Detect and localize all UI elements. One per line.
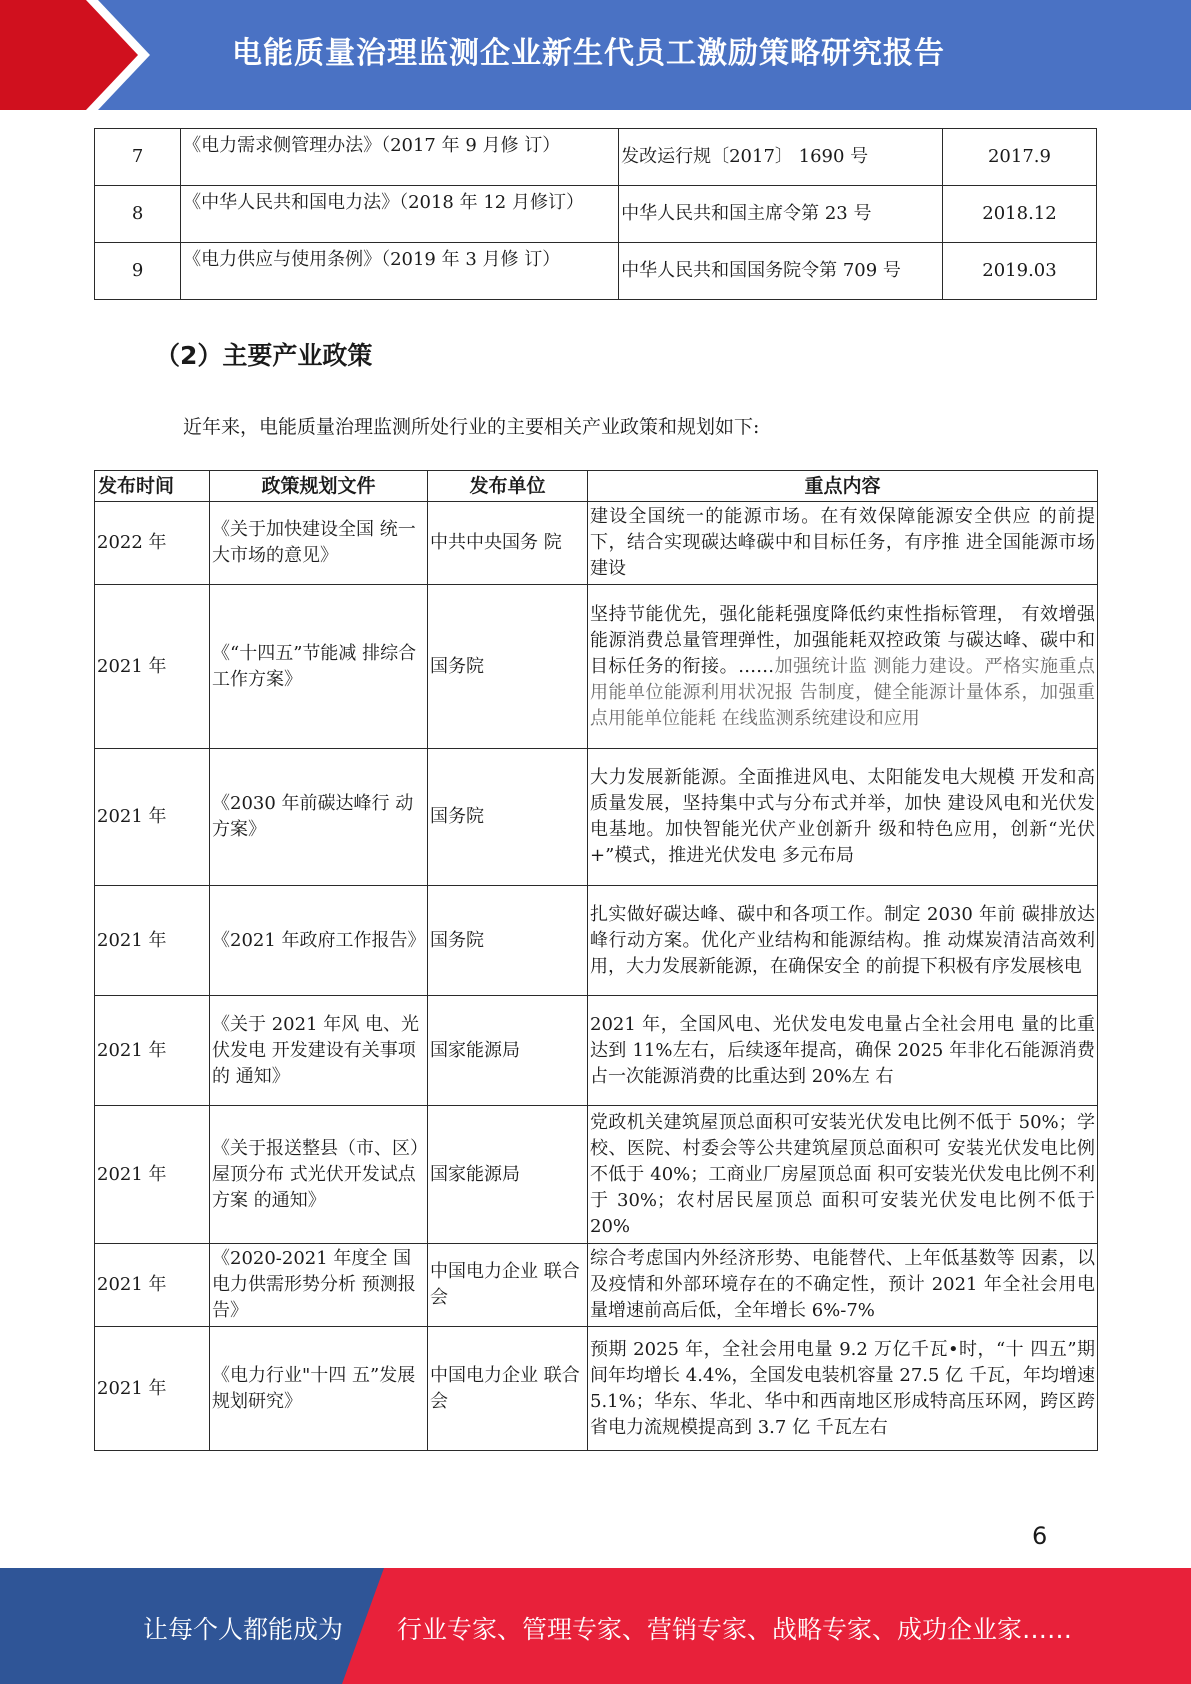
law-document-number: 中华人民共和国国务院令第 709 号 [619,243,943,300]
policy-content [588,1244,1098,1327]
policy-table-row [95,585,1098,749]
policy-content-text: 大力发展新能源。全面推进风电、太阳能发电大规模 开发和高质量发展，坚持集中式与分布式并举，加快 建设风电和光伏发电基地。加快智能光伏产业创新升 级和特色应用，创新“光伏+”模式，推进光伏发电 多元布局 [590,767,1095,866]
policy-file-text: 《关于加快建设全国 统一大市场的意见》 [212,519,416,566]
section-intro: 近年来，电能质量治理监测所处行业的主要相关产业政策和规划如下: [183,416,760,438]
policy-file-text: 《2021 年政府工作报告》 [212,929,426,951]
policy-table-row [95,1244,1098,1327]
policy-time-text: 2022 年 [97,532,167,553]
law-table [94,128,1097,300]
law-date: 2017.9 [942,129,1096,186]
policy-table-row [95,996,1098,1106]
page-header [0,0,1191,110]
policy-content [588,886,1098,996]
policy-file [210,996,428,1106]
policy-time-text: 2021 年 [97,929,167,951]
law-name: 《中华人民共和国电力法》（2018 年 12 月修订） [181,186,619,243]
policy-table-row [95,1106,1098,1244]
policy-time [95,1244,210,1327]
policy-content [588,585,1098,749]
law-table-row [95,129,1097,186]
policy-time-text: 2021 年 [97,655,167,677]
policy-content [588,1106,1098,1244]
policy-content [588,502,1098,585]
page-number: 6 [1032,1522,1048,1550]
law-number: 7 [95,129,181,186]
policy-content-grey-text: 加强统计监 测能力建设。严格实施重点用能单位能源利用状况报 告制度，健全能源计量体系，加强重点用能单位能耗 在线监测系统建设和应用 [590,655,1095,729]
policy-file [210,502,428,585]
policy-publisher-text: 国务院 [430,655,484,677]
policy-file [210,1106,428,1244]
footer-slogan-left: 让每个人都能成为 [143,1615,344,1644]
policy-publisher [428,886,588,996]
law-number: 8 [95,186,181,243]
policy-publisher [428,996,588,1106]
law-table-row [95,186,1097,243]
header-publish-time: 发布时间 [95,471,210,502]
policy-publisher [428,1244,588,1327]
policy-table-row [95,749,1098,886]
policy-time-text: 2021 年 [97,1163,167,1185]
policy-publisher [428,502,588,585]
policy-content-text: 党政机关建筑屋顶总面积可安装光伏发电比例不低于 50%；学校、医院、村委会等公共建筑屋顶总面积可 安装光伏发电比例不低于 40%；工商业厂房屋顶总面 积可安装光伏发电比例不利于 30%；农村居民屋顶总 面积可安装光伏发电比例不低于 20% [590,1111,1095,1237]
policy-publisher-text: 国家能源局 [430,1163,520,1185]
policy-content-text: 坚持节能优先，强化能耗强度降低约束性指标管理， 有效增强能源消费总量管理弹性，加强能耗双控政策 与碳达峰、碳中和目标任务的衔接。…… [590,603,1095,677]
policy-publisher [428,585,588,749]
policy-content [588,749,1098,886]
law-document-number: 中华人民共和国主席令第 23 号 [619,186,943,243]
policy-file-text: 《电力行业"十四 五”发展规划研究》 [212,1364,416,1412]
law-date: 2018.12 [942,186,1096,243]
policy-publisher [428,749,588,886]
law-date: 2019.03 [942,243,1096,300]
header-arrow-icon [0,0,160,110]
policy-time [95,502,210,585]
policy-file-text: 《关于 2021 年风 电、光伏发电 开发建设有关事项的 通知》 [212,1013,419,1087]
policy-publisher [428,1106,588,1244]
policy-file [210,886,428,996]
footer-slogan-right: 行业专家、管理专家、营销专家、战略专家、成功企业家…… [397,1615,1073,1644]
page-footer [0,1568,1191,1684]
policy-time [95,1106,210,1244]
policy-file-text: 《2020-2021 年度全 国电力供需形势分析 预测报告》 [212,1248,416,1321]
policy-file-text: 《“十四五”节能减 排综合工作方案》 [212,642,417,690]
policy-publisher-text: 中国电力企业 联合会 [430,1261,580,1308]
law-name: 《电力供应与使用条例》（2019 年 3 月修 订） [181,243,619,300]
policy-file [210,585,428,749]
policy-time-text: 2021 年 [97,1039,167,1061]
policy-content-text: 2021 年，全国风电、光伏发电发电量占全社会用电 量的比重达到 11%左右，后续逐年提高，确保 2025 年非化石能源消费占一次能源消费的比重达到 20%左 右 [590,1013,1095,1087]
section-heading: （2）主要产业政策 [155,341,373,370]
policy-table-header-row [95,471,1098,502]
policy-time [95,585,210,749]
header-key-content: 重点内容 [588,471,1098,502]
law-number: 9 [95,243,181,300]
policy-publisher-text: 国务院 [430,929,484,951]
policy-table [94,470,1098,1451]
policy-file [210,1327,428,1451]
policy-file-text: 《关于报送整县（市、区）屋顶分布 式光伏开发试点方案 的通知》 [212,1137,419,1211]
policy-publisher-text: 中国电力企业 联合会 [430,1364,580,1412]
policy-time-text: 2021 年 [97,1274,167,1295]
policy-content [588,1327,1098,1451]
policy-file [210,1244,428,1327]
policy-table-row [95,502,1098,585]
policy-time [95,886,210,996]
report-title: 电能质量治理监测企业新生代员工激励策略研究报告 [232,36,945,71]
header-policy-file: 政策规划文件 [210,471,428,502]
policy-content-text: 扎实做好碳达峰、碳中和各项工作。制定 2030 年前 碳排放达峰行动方案。优化产业结构和能源结构。推 动煤炭清洁高效利用，大力发展新能源，在确保安全 的前提下积极有序发展核电 [590,903,1095,977]
policy-time [95,749,210,886]
policy-time [95,996,210,1106]
law-document-number: 发改运行规〔2017〕 1690 号 [619,129,943,186]
law-table-row [95,243,1097,300]
policy-publisher-text: 国务院 [430,806,484,827]
policy-content-text: 建设全国统一的能源市场。在有效保障能源安全供应 的前提下，结合实现碳达峰碳中和目标任务，有序推 进全国能源市场建设 [590,506,1095,579]
policy-file-text: 《2030 年前碳达峰行 动方案》 [212,793,414,840]
policy-publisher-text: 国家能源局 [430,1039,520,1061]
policy-content-text: 综合考虑国内外经济形势、电能替代、上年低基数等 因素，以及疫情和外部环境存在的不确定性，预计 2021 年全社会用电量增速前高后低，全年增长 6%-7% [590,1248,1095,1321]
policy-content-text: 预期 2025 年，全社会用电量 9.2 万亿千瓦•时，“十 四五”期间年均增长 4.4%，全国发电装机容量 27.5 亿 千瓦，年均增速 5.1%；华东、华北、华中和西南地区形成特高压环网，跨区跨省电力流规模提高到 3.7 亿 千瓦左右 [590,1338,1095,1438]
policy-time-text: 2021 年 [97,806,167,827]
policy-publisher [428,1327,588,1451]
policy-publisher-text: 中共中央国务 院 [430,532,562,553]
policy-content [588,996,1098,1106]
policy-table-row [95,886,1098,996]
policy-table-row [95,1327,1098,1451]
policy-time [95,1327,210,1451]
header-publisher: 发布单位 [428,471,588,502]
law-name: 《电力需求侧管理办法》（2017 年 9 月修 订） [181,129,619,186]
policy-file [210,749,428,886]
policy-time-text: 2021 年 [97,1377,167,1399]
